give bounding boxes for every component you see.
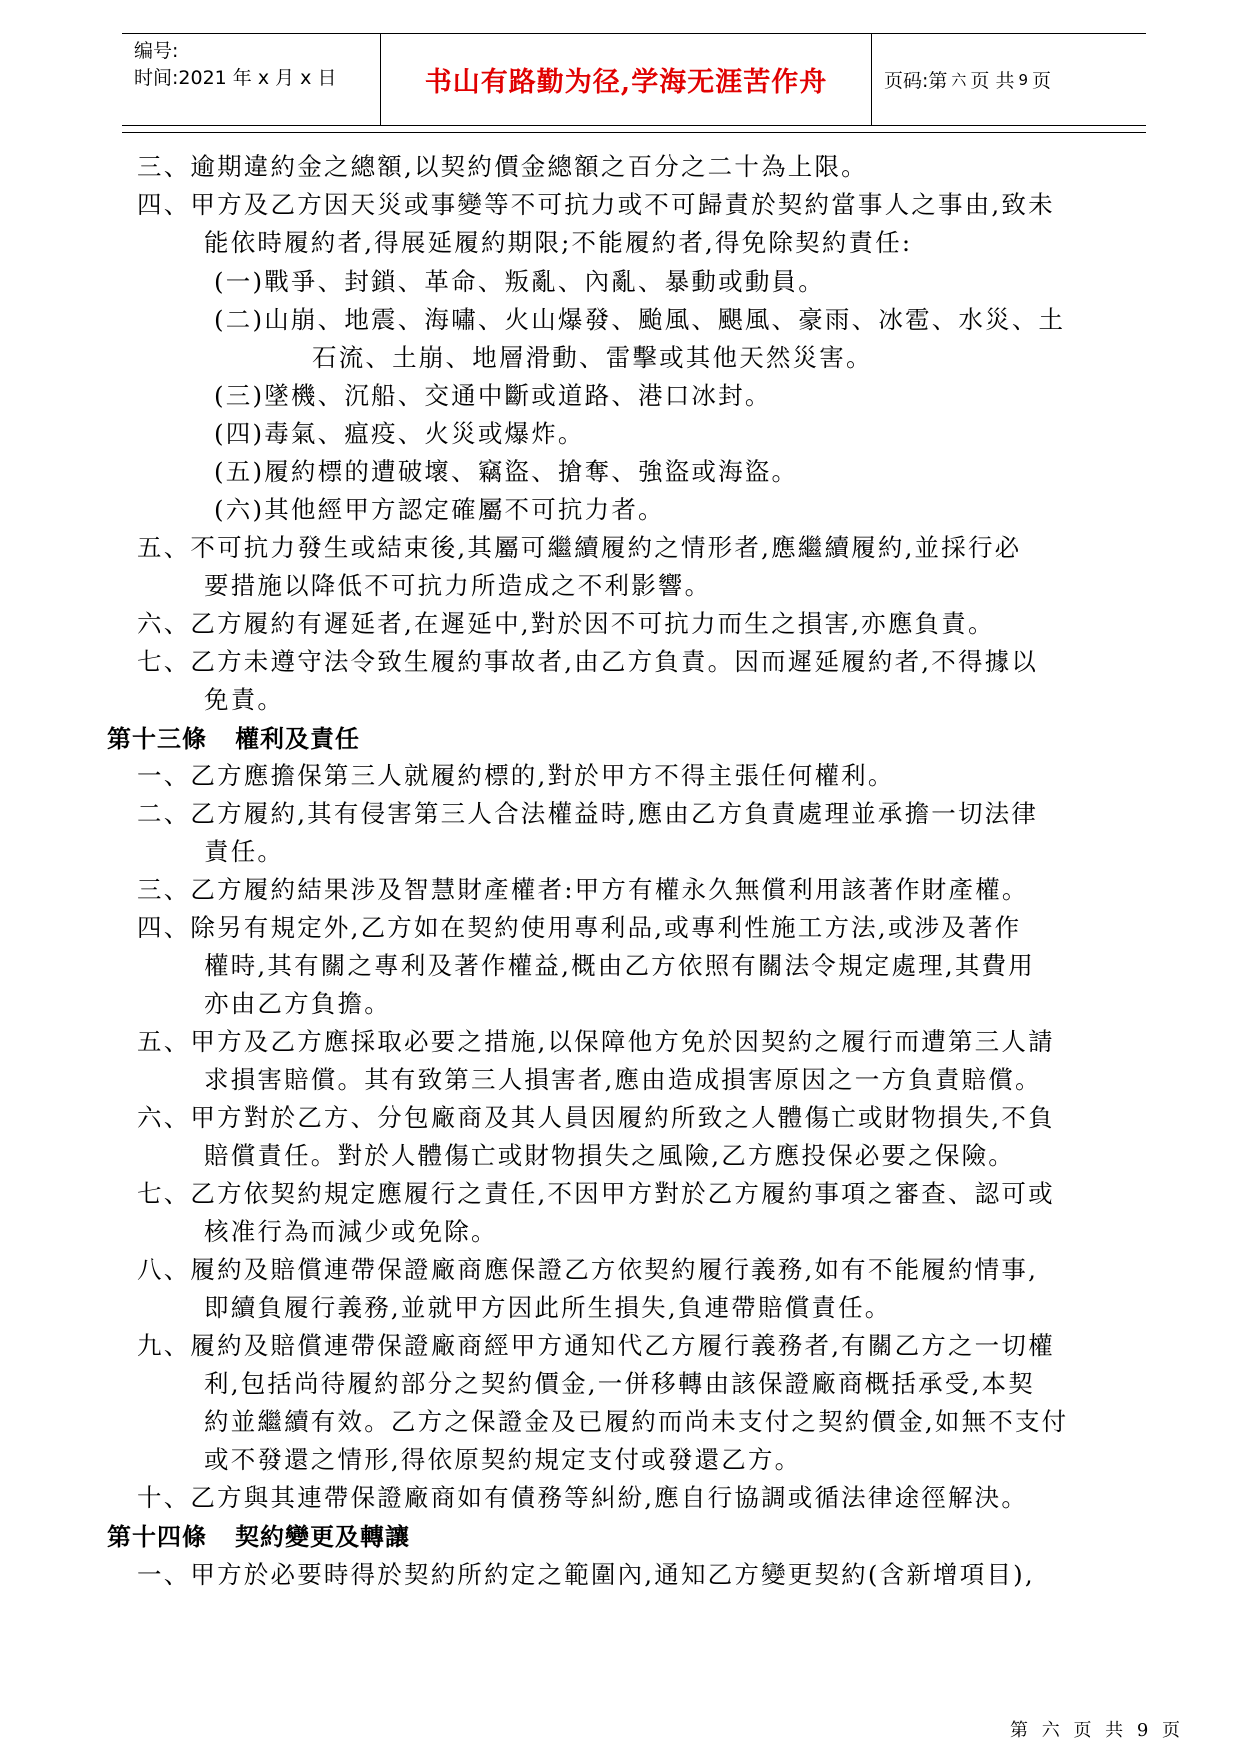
clause-line: 責任。: [204, 837, 285, 866]
page-suffix: 页: [1032, 70, 1052, 92]
clause-line: 求損害賠償。其有致第三人損害者,應由造成損害原因之一方負責賠償。: [204, 1065, 1042, 1094]
clause-line: 七、乙方依契約規定應履行之責任,不因甲方對於乙方履約事項之審查、認可或: [137, 1179, 1055, 1208]
document-time: 时间:2021 年 x 月 x 日: [134, 67, 337, 89]
header-page-info: [872, 34, 1146, 125]
article-heading-14: [107, 1517, 410, 1552]
clause-line: 權時,其有關之專利及著作權益,概由乙方依照有關法令規定處理,其費用: [204, 951, 1035, 980]
clause-line: 十、乙方與其連帶保證廠商如有債務等糾紛,應自行協調或循法律途徑解決。: [137, 1483, 1029, 1512]
clause-line: 五、甲方及乙方應採取必要之措施,以保障他方免於因契約之履行而遭第三人請: [137, 1027, 1055, 1056]
clause-line: 石流、土崩、地層滑動、雷擊或其他天然災害。: [312, 343, 873, 372]
clause-line: (三)墜機、沉船、交通中斷或道路、港口冰封。: [214, 381, 772, 410]
clause-line: 二、乙方履約,其有侵害第三人合法權益時,應由乙方負責處理並承擔一切法律: [137, 799, 1039, 828]
clause-line: 三、逾期違約金之總額,以契約價金總額之百分之二十為上限。: [137, 152, 868, 181]
page-current: 六: [951, 71, 967, 89]
clause-line: 或不發還之情形,得依原契約規定支付或發還乙方。: [204, 1445, 802, 1474]
header-divider: [122, 132, 1146, 133]
page-mid: 页 共: [970, 70, 1015, 92]
clause-line: 五、不可抗力發生或結束後,其屬可繼續履約之情形者,應繼續履約,並採行必: [137, 533, 1022, 562]
clause-line: 六、甲方對於乙方、分包廠商及其人員因履約所致之人體傷亡或財物損失,不負: [137, 1103, 1055, 1132]
page-footer: 第 六 页 共 9 页: [1010, 1720, 1185, 1741]
motto: 书山有路勤为径,学海无涯苦作舟: [424, 67, 828, 98]
clause-line: (四)毒氣、瘟疫、火災或爆炸。: [214, 419, 585, 448]
document-number-label: 编号:: [134, 40, 179, 62]
page-prefix: 页码:第: [884, 70, 948, 92]
header-motto-cell: [380, 34, 872, 125]
clause-line: 一、乙方應擔保第三人就履約標的,對於甲方不得主張任何權利。: [137, 761, 895, 790]
article-title: 權利及責任: [235, 725, 360, 753]
clause-line: 約並繼續有效。乙方之保證金及已履約而尚未支付之契約價金,如無不支付: [204, 1407, 1069, 1436]
clause-line: 能依時履約者,得展延履約期限;不能履約者,得免除契約責任:: [204, 228, 913, 257]
clause-line: 四、除另有規定外,乙方如在契約使用專利品,或專利性施工方法,或涉及著作: [137, 913, 1022, 942]
article-title: 契約變更及轉讓: [235, 1523, 410, 1551]
clause-line: (五)履約標的遭破壞、竊盜、搶奪、強盜或海盜。: [214, 457, 799, 486]
header-meta: [122, 34, 380, 125]
article-number: 第十四條: [107, 1523, 207, 1551]
clause-line: 一、甲方於必要時得於契約所約定之範圍內,通知乙方變更契約(含新增項目),: [137, 1560, 1035, 1589]
page-header: [122, 33, 1146, 126]
clause-line: 要措施以降低不可抗力所造成之不利影響。: [204, 571, 712, 600]
clause-line: 七、乙方未遵守法令致生履約事故者,由乙方負責。因而遲延履約者,不得據以: [137, 647, 1039, 676]
clause-line: (一)戰爭、封鎖、革命、叛亂、內亂、暴動或動員。: [214, 267, 825, 296]
clause-line: 八、履約及賠償連帶保證廠商應保證乙方依契約履行義務,如有不能履約情事,: [137, 1255, 1039, 1284]
clause-line: 免責。: [204, 685, 285, 714]
clause-line: 六、乙方履約有遲延者,在遲延中,對於因不可抗力而生之損害,亦應負責。: [137, 609, 995, 638]
clause-line: 賠償責任。對於人體傷亡或財物損失之風險,乙方應投保必要之保險。: [204, 1141, 1015, 1170]
clause-line: 即續負履行義務,並就甲方因此所生損失,負連帶賠償責任。: [204, 1293, 892, 1322]
clause-line: (二)山崩、地震、海嘯、火山爆發、颱風、颶風、豪雨、冰雹、水災、土: [214, 305, 1066, 334]
clause-line: (六)其他經甲方認定確屬不可抗力者。: [214, 495, 665, 524]
article-heading-13: [107, 719, 360, 754]
clause-line: 九、履約及賠償連帶保證廠商經甲方通知代乙方履行義務者,有關乙方之一切權: [137, 1331, 1055, 1360]
page-total: 9: [1018, 70, 1029, 89]
clause-line: 亦由乙方負擔。: [204, 989, 391, 1018]
clause-line: 利,包括尚待履約部分之契約價金,一併移轉由該保證廠商概括承受,本契: [204, 1369, 1035, 1398]
clause-line: 核准行為而減少或免除。: [204, 1217, 498, 1246]
clause-line: 四、甲方及乙方因天災或事變等不可抗力或不可歸責於契約當事人之事由,致未: [137, 190, 1055, 219]
clause-line: 三、乙方履約結果涉及智慧財產權者:甲方有權永久無償利用該著作財產權。: [137, 875, 1029, 904]
article-number: 第十三條: [107, 725, 207, 753]
